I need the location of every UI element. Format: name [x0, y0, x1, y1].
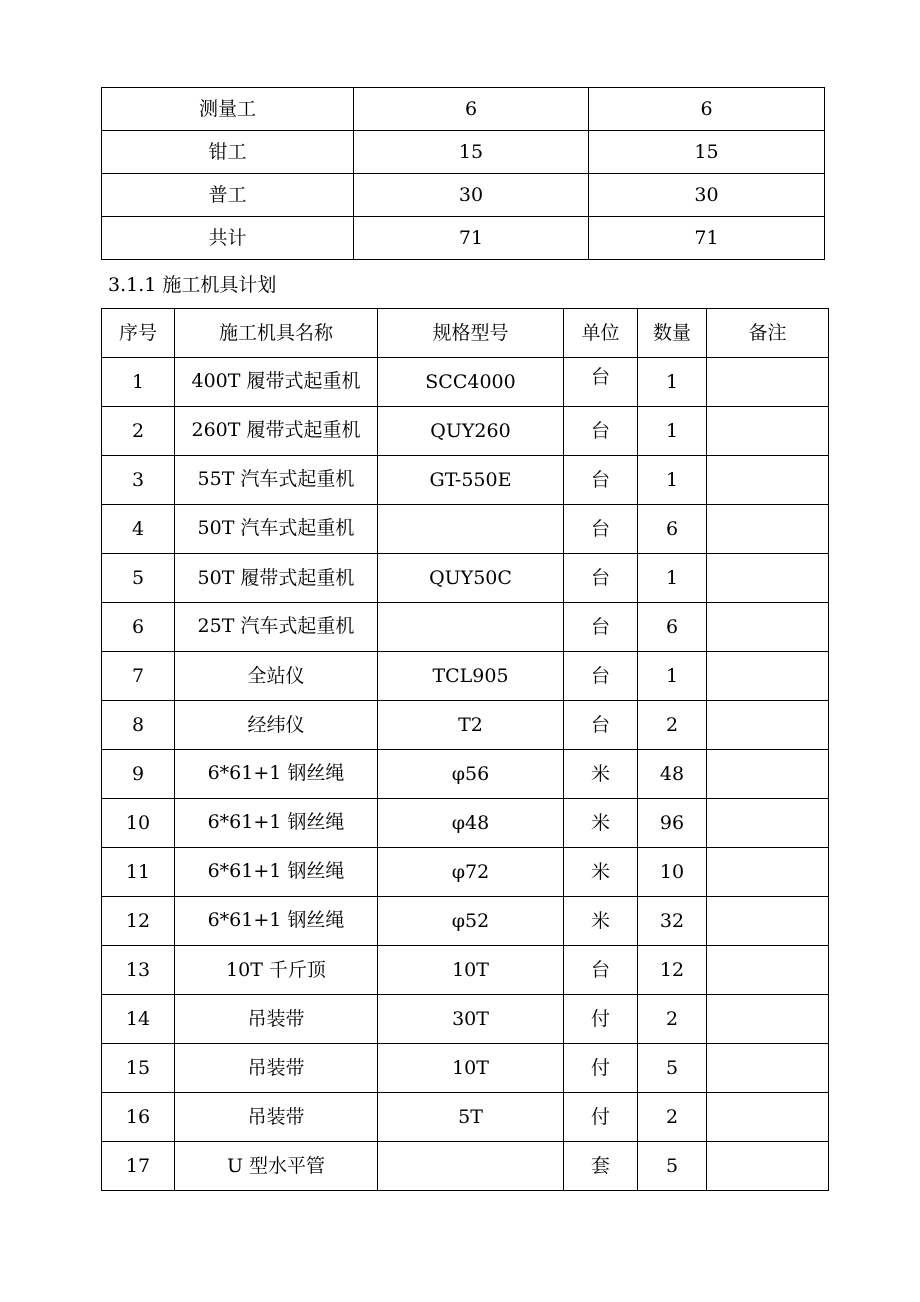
- spec-cell: φ72: [378, 848, 564, 897]
- remark-cell: [707, 456, 829, 505]
- equipment-name-cell: 6*61+1 钢丝绳: [175, 799, 378, 848]
- quantity-cell: 6: [638, 603, 707, 652]
- header-name: 施工机具名称: [175, 309, 378, 358]
- section-title: 3.1.1 施工机具计划: [108, 274, 277, 296]
- row-number-cell: 5: [102, 554, 175, 603]
- spec-cell: T2: [378, 701, 564, 750]
- count-cell: 6: [589, 88, 825, 131]
- remark-cell: [707, 1093, 829, 1142]
- spec-cell: SCC4000: [378, 358, 564, 407]
- header-spec: 规格型号: [378, 309, 564, 358]
- table-row: [102, 505, 829, 554]
- spec-cell: φ52: [378, 897, 564, 946]
- table-row: [102, 799, 829, 848]
- spec-cell: [378, 1142, 564, 1191]
- unit-cell: 付: [564, 1044, 638, 1093]
- unit-cell: 米: [564, 897, 638, 946]
- remark-cell: [707, 1044, 829, 1093]
- equipment-table: [101, 308, 829, 1191]
- table-row: [102, 897, 829, 946]
- header-remark: 备注: [707, 309, 829, 358]
- remark-cell: [707, 701, 829, 750]
- unit-cell: 台: [564, 358, 638, 407]
- equipment-name-cell: 6*61+1 钢丝绳: [175, 897, 378, 946]
- unit-cell: 付: [564, 995, 638, 1044]
- header-qty: 数量: [638, 309, 707, 358]
- labor-table: [101, 87, 825, 260]
- quantity-cell: 1: [638, 554, 707, 603]
- row-number-cell: 3: [102, 456, 175, 505]
- spec-cell: 10T: [378, 946, 564, 995]
- remark-cell: [707, 848, 829, 897]
- remark-cell: [707, 946, 829, 995]
- row-number-cell: 10: [102, 799, 175, 848]
- table-row: [102, 750, 829, 799]
- unit-cell: 台: [564, 603, 638, 652]
- row-number-cell: 9: [102, 750, 175, 799]
- quantity-cell: 1: [638, 652, 707, 701]
- row-number-cell: 8: [102, 701, 175, 750]
- remark-cell: [707, 554, 829, 603]
- table-row: [102, 358, 829, 407]
- spec-cell: GT-550E: [378, 456, 564, 505]
- quantity-cell: 96: [638, 799, 707, 848]
- quantity-cell: 2: [638, 995, 707, 1044]
- quantity-cell: 1: [638, 358, 707, 407]
- table-row: [102, 652, 829, 701]
- table-row: [102, 946, 829, 995]
- spec-cell: 10T: [378, 1044, 564, 1093]
- table-row: [102, 554, 829, 603]
- quantity-cell: 10: [638, 848, 707, 897]
- table-row: [102, 995, 829, 1044]
- equipment-name-cell: 吊装带: [175, 995, 378, 1044]
- equipment-name-cell: 50T 汽车式起重机: [175, 505, 378, 554]
- table-row: [102, 1044, 829, 1093]
- trade-cell: 钳工: [102, 131, 354, 174]
- table-row: [102, 603, 829, 652]
- row-number-cell: 17: [102, 1142, 175, 1191]
- row-number-cell: 12: [102, 897, 175, 946]
- spec-cell: φ48: [378, 799, 564, 848]
- equipment-name-cell: 经纬仪: [175, 701, 378, 750]
- table-header-row: [102, 309, 829, 358]
- row-number-cell: 4: [102, 505, 175, 554]
- unit-cell: 台: [564, 701, 638, 750]
- row-number-cell: 6: [102, 603, 175, 652]
- spec-cell: [378, 505, 564, 554]
- table-row: [102, 88, 825, 131]
- unit-cell: 台: [564, 554, 638, 603]
- spec-cell: QUY260: [378, 407, 564, 456]
- spec-cell: φ56: [378, 750, 564, 799]
- spec-cell: TCL905: [378, 652, 564, 701]
- count-cell: 30: [354, 174, 589, 217]
- quantity-cell: 5: [638, 1044, 707, 1093]
- trade-cell: 普工: [102, 174, 354, 217]
- quantity-cell: 12: [638, 946, 707, 995]
- unit-cell: 米: [564, 750, 638, 799]
- remark-cell: [707, 505, 829, 554]
- quantity-cell: 6: [638, 505, 707, 554]
- remark-cell: [707, 897, 829, 946]
- quantity-cell: 2: [638, 701, 707, 750]
- table-row: [102, 701, 829, 750]
- equipment-name-cell: 6*61+1 钢丝绳: [175, 848, 378, 897]
- remark-cell: [707, 407, 829, 456]
- equipment-name-cell: 400T 履带式起重机: [175, 358, 378, 407]
- remark-cell: [707, 652, 829, 701]
- equipment-name-cell: 吊装带: [175, 1044, 378, 1093]
- count-cell: 15: [589, 131, 825, 174]
- remark-cell: [707, 1142, 829, 1191]
- equipment-name-cell: 6*61+1 钢丝绳: [175, 750, 378, 799]
- quantity-cell: 32: [638, 897, 707, 946]
- row-number-cell: 11: [102, 848, 175, 897]
- quantity-cell: 48: [638, 750, 707, 799]
- unit-cell: 米: [564, 848, 638, 897]
- table-row: [102, 131, 825, 174]
- equipment-name-cell: 全站仪: [175, 652, 378, 701]
- remark-cell: [707, 995, 829, 1044]
- row-number-cell: 7: [102, 652, 175, 701]
- equipment-name-cell: 吊装带: [175, 1093, 378, 1142]
- row-number-cell: 2: [102, 407, 175, 456]
- header-no: 序号: [102, 309, 175, 358]
- equipment-name-cell: 25T 汽车式起重机: [175, 603, 378, 652]
- table-row: [102, 1142, 829, 1191]
- equipment-name-cell: 10T 千斤顶: [175, 946, 378, 995]
- spec-cell: QUY50C: [378, 554, 564, 603]
- row-number-cell: 1: [102, 358, 175, 407]
- remark-cell: [707, 799, 829, 848]
- unit-cell: 米: [564, 799, 638, 848]
- table-row: [102, 217, 825, 260]
- equipment-name-cell: U 型水平管: [175, 1142, 378, 1191]
- row-number-cell: 13: [102, 946, 175, 995]
- table-row: [102, 456, 829, 505]
- count-cell: 30: [589, 174, 825, 217]
- table-row: [102, 174, 825, 217]
- unit-cell: 台: [564, 505, 638, 554]
- quantity-cell: 1: [638, 407, 707, 456]
- row-number-cell: 16: [102, 1093, 175, 1142]
- remark-cell: [707, 750, 829, 799]
- count-cell: 71: [354, 217, 589, 260]
- unit-cell: 台: [564, 407, 638, 456]
- spec-cell: 5T: [378, 1093, 564, 1142]
- quantity-cell: 1: [638, 456, 707, 505]
- count-cell: 15: [354, 131, 589, 174]
- trade-cell: 测量工: [102, 88, 354, 131]
- unit-cell: 付: [564, 1093, 638, 1142]
- row-number-cell: 15: [102, 1044, 175, 1093]
- table-row: [102, 1093, 829, 1142]
- header-unit: 单位: [564, 309, 638, 358]
- equipment-name-cell: 260T 履带式起重机: [175, 407, 378, 456]
- trade-cell: 共计: [102, 217, 354, 260]
- quantity-cell: 5: [638, 1142, 707, 1191]
- row-number-cell: 14: [102, 995, 175, 1044]
- quantity-cell: 2: [638, 1093, 707, 1142]
- count-cell: 6: [354, 88, 589, 131]
- unit-cell: 台: [564, 652, 638, 701]
- table-row: [102, 407, 829, 456]
- unit-cell: 台: [564, 946, 638, 995]
- unit-cell: 套: [564, 1142, 638, 1191]
- equipment-name-cell: 50T 履带式起重机: [175, 554, 378, 603]
- remark-cell: [707, 603, 829, 652]
- table-row: [102, 848, 829, 897]
- equipment-name-cell: 55T 汽车式起重机: [175, 456, 378, 505]
- spec-cell: [378, 603, 564, 652]
- spec-cell: 30T: [378, 995, 564, 1044]
- count-cell: 71: [589, 217, 825, 260]
- unit-cell: 台: [564, 456, 638, 505]
- remark-cell: [707, 358, 829, 407]
